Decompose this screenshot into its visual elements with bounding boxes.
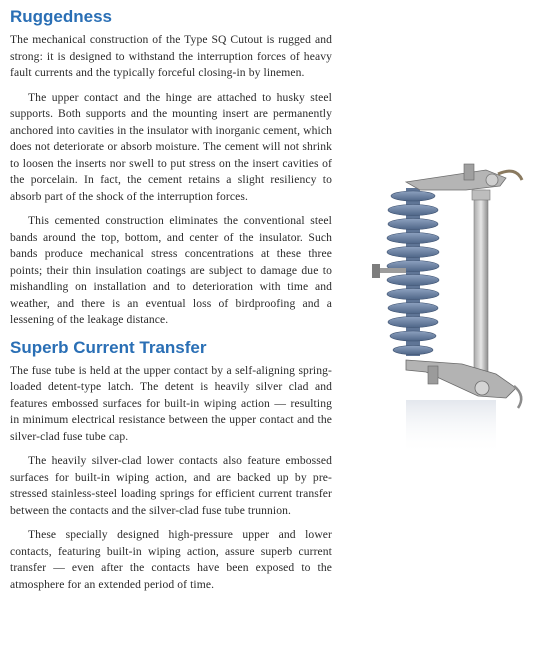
section-heading-current-transfer: Superb Current Transfer <box>10 337 207 357</box>
paragraph-transfer-1: The fuse tube is held at the upper contact by a self-aligning spring-loaded detent-type latch. The detent is heavily silver clad and features embossed surfaces for built-in wiping action — resulting in minimum electrical resistance between the upper contact and the silver-clad fuse tube cap. <box>10 363 332 443</box>
paragraph-ruggedness-3: This cemented construction eliminates the conventional steel bands around the top, bottom, and center of the insulator. Such bands produce mechanical stress concentrations at these three points; their thin insulation coatings are subject to damage due to mishandling on installation and to deterioration with time and weather, and there is an eventual loss of birdproofing and a lessening of the leakage distance. <box>10 214 332 326</box>
paragraph-transfer-2: The heavily silver-clad lower contacts also feature embossed surfaces for built-in wiping action, and are backed up by pre-stressed stainless-steel loading springs for efficient current transfer between the contacts and the silver-clad fuse tube trunnion. <box>10 454 332 517</box>
text-column <box>10 6 332 601</box>
paragraph-ruggedness-2: The upper contact and the hinge are attached to husky steel supports. Both supports and the mounting insert are permanently anchored into cavities in the insulator with inorganic cement, which does not deteriorate or absorb moisture. The cement will not shrink to loosen the inserts nor swell to put stress on the insert cavities of the porcelain. In fact, the cement retains a slight resiliency to absorb part of the shock of the interruption forces. <box>10 90 332 203</box>
section-heading-ruggedness: Ruggedness <box>10 7 113 26</box>
paragraph-transfer-3: These specially designed high-pressure upper and lower contacts, featuring built-in wiping action, assure superb current transfer — even after the contacts have been exposed to the atmosphere for an extended period of time. <box>10 528 332 591</box>
fuse-cutout-illustration <box>366 160 536 460</box>
paragraph-ruggedness-1: The mechanical construction of the Type SQ Cutout is rugged and strong: it is designed to withstand the interruption forces of heavy fault currents and the typically forceful closing-in by linemen. <box>10 33 332 79</box>
